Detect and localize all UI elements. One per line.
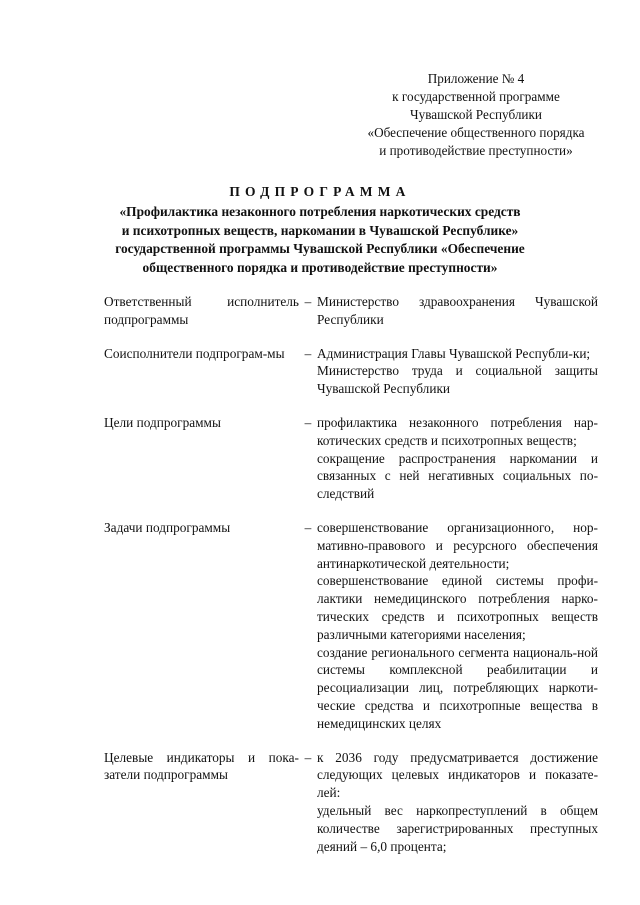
document-heading [60,182,580,277]
value-paragraph: профилактика незаконного потребления нар-котических средств и психотропных веществ; [317,414,598,448]
value-paragraph: к 2036 году предусматривается достижение следующих целевых индикаторов и показате-лей: [317,749,598,801]
row-label: Задачи подпрограммы [104,519,231,535]
subtitle-line: государственной программы Чувашской Республики «Обеспечение [115,241,525,257]
subtitle-line: и психотропных веществ, наркомании в Чувашской Республике» [121,222,519,238]
value-paragraph: Министерство труда и социальной защиты Чувашской Республики [317,363,598,397]
value-paragraph: создание регионального сегмента националь-ной системы комплексной реабилитации и ресоциализации лиц, потребляющих наркоти-ческие средства и психотропные вещества в немедицинских целях [317,644,598,731]
value-paragraph: совершенствование организационного, нор-мативно-правового и ресурсного обеспечения антинаркотической деятельности; [317,519,598,571]
passport-row-goals [104,414,598,503]
row-value [317,345,598,398]
passport-row-responsible [104,293,598,329]
value-paragraph: совершенствование единой системы профи-лактики немедицинского потребления нарко-тических средств и психотропных веществ различными категориями населения; [317,573,598,642]
annex-note [348,70,604,160]
row-value [317,519,598,733]
value-paragraph: удельный вес наркопреступлений в общем количестве зарегистрированных преступных деяний – 6,0 процента; [317,802,598,854]
row-label: Цели подпрограммы [104,414,221,430]
row-dash: – [304,519,312,535]
subtitle-line: общественного порядка и противодействие преступности» [142,259,498,275]
row-label: Целевые индикаторы и пока-затели подпрограммы [104,749,299,783]
row-dash: – [304,749,312,765]
value-paragraph: Министерство здравоохранения Чувашской Республики [317,294,598,327]
value-paragraph: Администрация Главы Чувашской Республи-ки; [317,345,591,361]
value-paragraph: сокращение распространения наркомании и связанных с ней негативных социальных по-следствий [317,450,598,502]
row-label: Соисполнители подпрограм-мы [104,345,285,361]
row-dash: – [304,294,312,309]
annex-line: «Обеспечение общественного порядка [367,125,585,140]
annex-line: Чувашской Республики [410,107,542,122]
row-label: Ответственный исполнитель подпрограммы [104,294,299,327]
passport-row-indicators [104,749,598,856]
subtitle-line: «Профилактика незаконного потребления наркотических средств [119,204,521,219]
row-dash: – [304,414,312,430]
passport-table [104,293,598,855]
passport-row-tasks [104,519,598,733]
row-value [317,293,598,329]
annex-line: и противодействие преступности» [379,143,573,158]
row-dash: – [304,345,312,361]
annex-line: Приложение № 4 [427,71,525,86]
row-value [317,414,598,503]
annex-line: к государственной программе [392,89,560,104]
document-title: ПОДПРОГРАММА [229,184,411,199]
row-value [317,749,598,856]
passport-row-coexecutors [104,345,598,398]
